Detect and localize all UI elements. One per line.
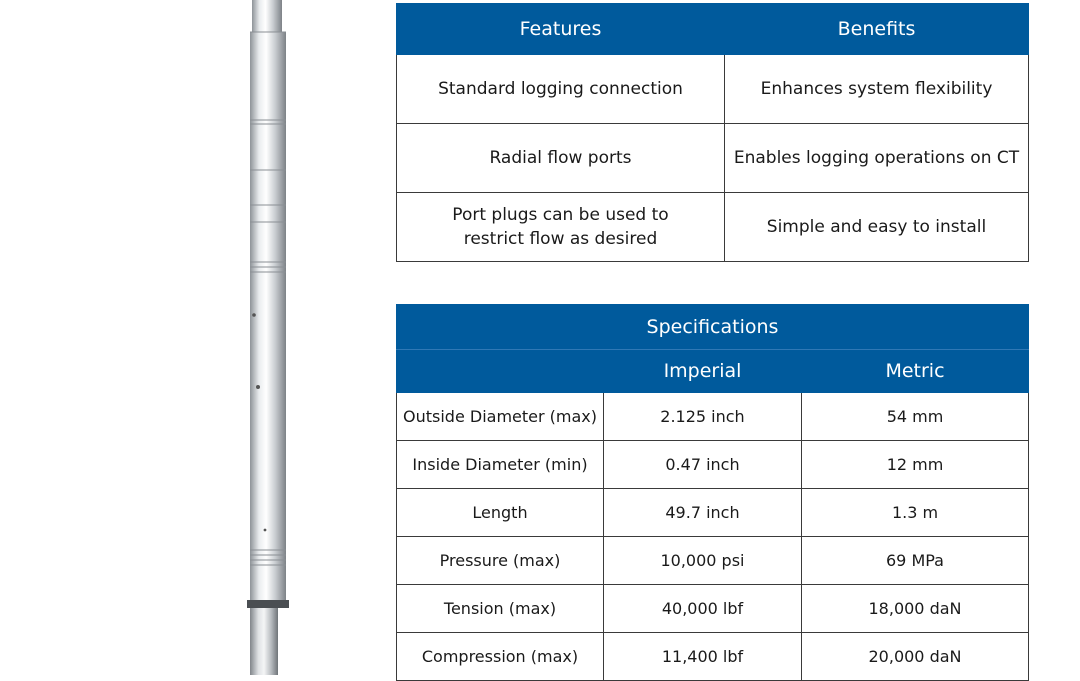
spec-header-row — [397, 350, 1029, 393]
imperial-value: 11,400 lbf — [604, 633, 802, 681]
logging-tool-image — [0, 0, 380, 675]
specifications-table — [396, 304, 1029, 681]
spec-label: Length — [397, 489, 604, 537]
imperial-value: 2.125 inch — [604, 393, 802, 441]
spec-label: Inside Diameter (min) — [397, 441, 604, 489]
features-header-row — [397, 4, 1029, 55]
metric-value: 69 MPa — [802, 537, 1029, 585]
feature-cell: Standard logging connection — [397, 55, 725, 124]
imperial-value: 0.47 inch — [604, 441, 802, 489]
imperial-value: 10,000 psi — [604, 537, 802, 585]
spec-label: Tension (max) — [397, 585, 604, 633]
table-row — [397, 489, 1029, 537]
benefit-cell: Enables logging operations on CT — [725, 124, 1029, 193]
table-row — [397, 393, 1029, 441]
metric-value: 18,000 daN — [802, 585, 1029, 633]
table-row — [397, 193, 1029, 262]
feature-cell — [397, 193, 725, 262]
table-row — [397, 124, 1029, 193]
feature-line: Port plugs can be used to — [452, 205, 669, 225]
features-benefits-table — [396, 3, 1029, 262]
metric-value: 1.3 m — [802, 489, 1029, 537]
feature-line: restrict flow as desired — [463, 229, 658, 249]
imperial-header: Imperial — [604, 350, 802, 393]
features-header: Features — [397, 4, 725, 55]
table-row — [397, 441, 1029, 489]
metric-value: 20,000 daN — [802, 633, 1029, 681]
table-row — [397, 537, 1029, 585]
table-row — [397, 55, 1029, 124]
empty-header-cell — [397, 350, 604, 393]
spec-title-row — [397, 305, 1029, 350]
imperial-value: 40,000 lbf — [604, 585, 802, 633]
feature-cell: Radial flow ports — [397, 124, 725, 193]
metric-header: Metric — [802, 350, 1029, 393]
benefit-cell: Enhances system flexibility — [725, 55, 1029, 124]
benefits-header: Benefits — [725, 4, 1029, 55]
spec-label: Outside Diameter (max) — [397, 393, 604, 441]
table-row — [397, 585, 1029, 633]
benefit-cell: Simple and easy to install — [725, 193, 1029, 262]
metric-value: 12 mm — [802, 441, 1029, 489]
imperial-value: 49.7 inch — [604, 489, 802, 537]
metric-value: 54 mm — [802, 393, 1029, 441]
table-row — [397, 633, 1029, 681]
spec-label: Compression (max) — [397, 633, 604, 681]
spec-label: Pressure (max) — [397, 537, 604, 585]
specifications-title: Specifications — [397, 305, 1029, 350]
